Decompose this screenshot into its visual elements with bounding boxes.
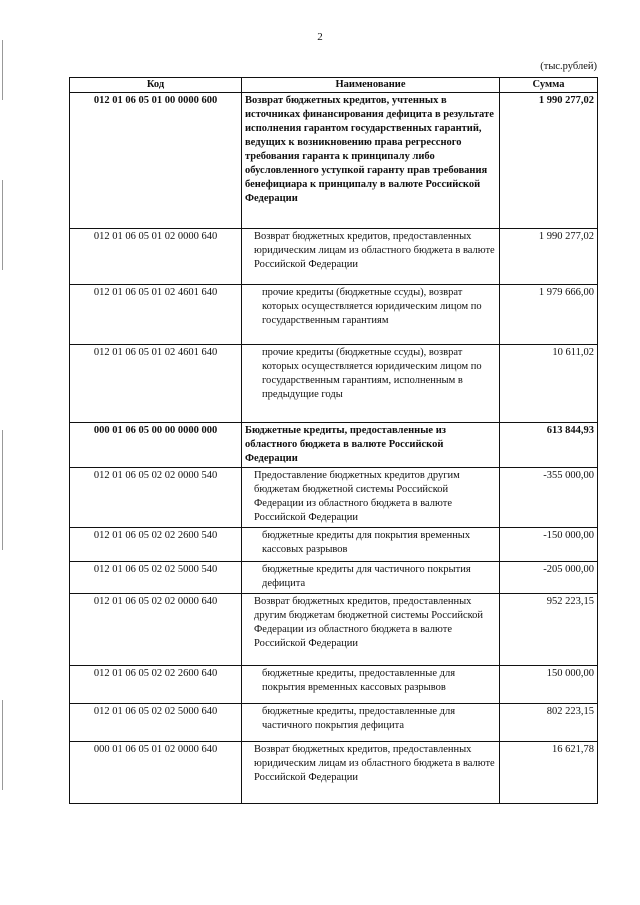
row-name-cell: Возврат бюджетных кредитов, предоставленных другим бюджетам бюджетной системы Российской Федерации из областного бюджета в валюте Российской Федерации [242,594,500,666]
table-row [70,345,598,423]
table-row [70,704,598,742]
row-code-cell: 012 01 06 05 02 02 2600 540 [70,528,242,562]
row-sum-cell: 16 621,78 [500,742,598,804]
row-sum-cell: 150 000,00 [500,666,598,704]
row-sum-cell: 1 990 277,02 [500,229,598,285]
row-sum-cell: 802 223,15 [500,704,598,742]
row-name-cell: Бюджетные кредиты, предоставленные из областного бюджета в валюте Российской Федерации [242,423,500,468]
row-code-cell: 012 01 06 05 01 00 0000 600 [70,93,242,229]
table-body [70,93,598,804]
row-name-cell: Предоставление бюджетных кредитов другим бюджетам бюджетной системы Российской Федерации из областного бюджета в валюте Российской Федерации [242,468,500,528]
row-name-cell: прочие кредиты (бюджетные ссуды), возврат которых осуществляется юридическим лицом по государственным гарантиям [242,285,500,345]
units-label: (тыс.рублей) [540,61,597,72]
row-code-cell: 012 01 06 05 01 02 4601 640 [70,285,242,345]
row-sum-cell: -355 000,00 [500,468,598,528]
table-row [70,528,598,562]
row-sum-cell: 1 990 277,02 [500,93,598,229]
row-sum-cell: 952 223,15 [500,594,598,666]
table-header-row [70,78,598,93]
scan-margin-mark [2,700,3,790]
row-code-cell: 012 01 06 05 02 02 0000 540 [70,468,242,528]
row-code-cell: 012 01 06 05 02 02 0000 640 [70,594,242,666]
scan-margin-mark [2,40,3,100]
table-row [70,468,598,528]
scan-margin-mark [2,430,3,550]
table-row [70,423,598,468]
table-row [70,742,598,804]
row-code-cell: 012 01 06 05 02 02 5000 640 [70,704,242,742]
header-code: Код [70,78,242,93]
row-code-cell: 000 01 06 05 00 00 0000 000 [70,423,242,468]
row-name-cell: Возврат бюджетных кредитов, предоставленных юридическим лицам из областного бюджета в валюте Российской Федерации [242,229,500,285]
row-sum-cell: 613 844,93 [500,423,598,468]
row-name-cell: бюджетные кредиты, предоставленные для покрытия временных кассовых разрывов [242,666,500,704]
header-name: Наименование [242,78,500,93]
table-row [70,594,598,666]
row-sum-cell: -205 000,00 [500,562,598,594]
table-row [70,562,598,594]
scan-margin-mark [2,180,3,270]
page-number: 2 [317,31,323,43]
row-name-cell: бюджетные кредиты для покрытия временных кассовых разрывов [242,528,500,562]
row-code-cell: 012 01 06 05 01 02 4601 640 [70,345,242,423]
row-name-cell: Возврат бюджетных кредитов, учтенных в источниках финансирования дефицита в результате исполнения гарантом государственных гарантий, ведущих к возникновению права регрессного требования гаранта к принципалу либо обусловленного уступкой гаранту прав требования бенефициара к принципалу в валюте Российской Федерации [242,93,500,229]
table-row [70,666,598,704]
row-code-cell: 012 01 06 05 02 02 5000 540 [70,562,242,594]
table-row [70,93,598,229]
row-code-cell: 012 01 06 05 02 02 2600 640 [70,666,242,704]
row-name-cell: Возврат бюджетных кредитов, предоставленных юридическим лицам из областного бюджета в валюте Российской Федерации [242,742,500,804]
row-code-cell: 012 01 06 05 01 02 0000 640 [70,229,242,285]
table-row [70,229,598,285]
row-code-cell: 000 01 06 05 01 02 0000 640 [70,742,242,804]
table-row [70,285,598,345]
header-sum: Сумма [500,78,598,93]
row-name-cell: прочие кредиты (бюджетные ссуды), возврат которых осуществляется юридическим лицом по государствeнным гарантиям, исполненным в предыдущие годы [242,345,500,423]
row-sum-cell: 1 979 666,00 [500,285,598,345]
budget-table [69,77,598,804]
row-sum-cell: 10 611,02 [500,345,598,423]
row-name-cell: бюджетные кредиты, предоставленные для частичного покрытия дефицита [242,704,500,742]
row-name-cell: бюджетные кредиты для частичного покрытия дефицита [242,562,500,594]
row-sum-cell: -150 000,00 [500,528,598,562]
